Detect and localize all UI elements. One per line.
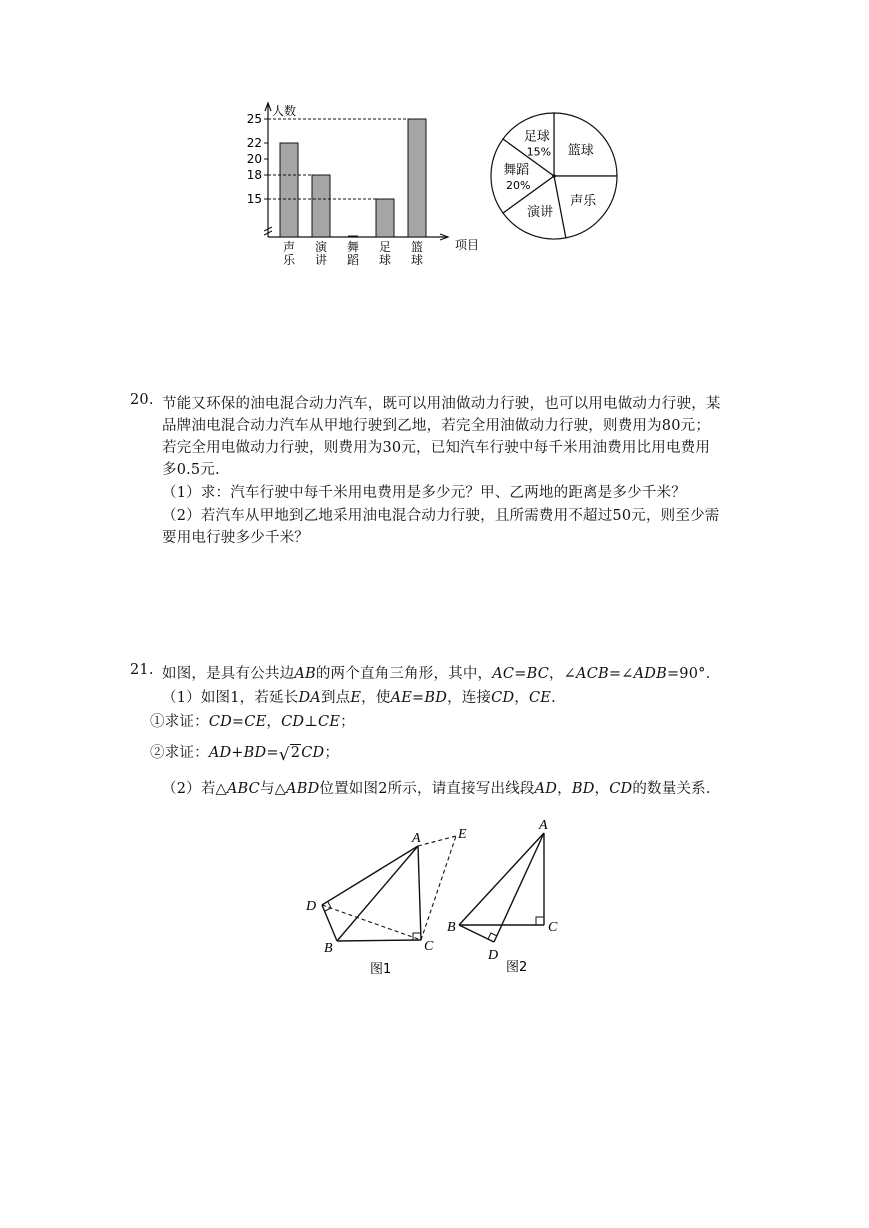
q21-part-1 [162, 686, 556, 707]
fig2-label-b: B [447, 920, 456, 935]
q21-p1-pre: （1）如图1，若延长 [162, 690, 299, 706]
q21-p2-cd: CD [609, 781, 633, 797]
x-tick-label-4-1: 足 [378, 240, 392, 254]
fig2-label-a: A [539, 818, 548, 833]
q21-c1-b: CD⊥CE [281, 714, 341, 730]
q21-p1-da: DA [298, 690, 321, 706]
q21-p1-cond: AE=BD [390, 690, 448, 706]
q21-stem-end: =90°． [666, 666, 721, 682]
q20-line-4: 多0.5元. [162, 462, 220, 478]
fig1-label-b: B [324, 941, 333, 956]
q21-stem-sep: ，∠ [548, 666, 577, 682]
pie-label-3: 演讲 [527, 205, 554, 221]
q20-part-1: （1）求：汽车行驶中每千米用电费用是多少元？甲、乙两地的距离是多少千米？ [162, 485, 686, 501]
q21-stem [162, 662, 720, 683]
x-tick-label-3-1: 舞 [346, 240, 360, 254]
fig1-segment-ab [337, 846, 418, 941]
q21-c2-end: ； [324, 745, 340, 761]
q21-stem-cond2: ACB [576, 666, 609, 682]
pie-label-1: 篮球 [567, 143, 594, 159]
q21-p2-pre: （2）若△ [162, 781, 227, 797]
bar-5 [408, 119, 426, 237]
q21-p2-mid: 与△ [259, 781, 287, 797]
q21-p2-mid2: 位置如图2所示，请直接写出线段 [319, 781, 535, 797]
bar-2 [312, 175, 330, 237]
q21-p1-comma: ， [514, 690, 529, 706]
q21-c2-sqrt: 2 [290, 745, 301, 761]
x-tick-label-3-2: 蹈 [346, 253, 360, 267]
q21-stem-pre: 如图，是具有公共边 [162, 666, 295, 682]
geometry-figure-2 [444, 815, 574, 980]
q21-p1-mid2: ，使 [361, 690, 391, 706]
q21-number: 21. [130, 662, 154, 678]
q21-p1-e: E [350, 690, 362, 706]
x-tick-label-1-1: 声 [282, 240, 296, 254]
y-tick-label-20: 20 [246, 152, 262, 166]
y-tick-label-18: 18 [246, 168, 262, 182]
fig2-label-d: D [488, 948, 499, 963]
q21-p2-abc: ABC [226, 781, 260, 797]
fig1-label-e: E [458, 827, 467, 842]
q20-number: 20. [130, 392, 154, 408]
x-tick-label-5-1: 篮 [410, 240, 424, 254]
pie-label-2: 声乐 [570, 194, 597, 210]
q21-stem-mid: 的两个直角三角形，其中， [315, 666, 493, 682]
q21-p1-end: . [551, 690, 556, 706]
pie-percent-5: 15% [526, 145, 552, 159]
fig1-segment-bc [337, 940, 421, 941]
q20-part-2-line-2: 要用电行驶多少千米？ [162, 530, 309, 546]
x-tick-label-2-2: 讲 [314, 253, 328, 267]
fig2-segment-ab [459, 833, 544, 925]
fig2-label-c: C [548, 920, 558, 935]
q21-p1-ce: CE [529, 690, 552, 706]
x-tick-label-5-2: 球 [410, 253, 424, 267]
x-tick-label-2-1: 演 [314, 240, 328, 254]
q21-part-2 [162, 777, 721, 798]
bar-chart [240, 95, 500, 280]
fig1-segment-da [322, 846, 418, 905]
q21-p2-end: 的数量关系． [632, 781, 721, 797]
y-tick-label-22: 22 [246, 136, 262, 150]
q21-c1-a: CD=CE [208, 714, 267, 730]
x-axis-label: 项目 [455, 238, 480, 252]
q21-p2-c1: ， [557, 781, 572, 797]
q21-p2-bd: BD [571, 781, 595, 797]
bar-4 [376, 199, 394, 237]
fig1-label-c: C [424, 939, 434, 954]
q21-claim-1 [150, 710, 355, 731]
pie-label-5: 足球 [523, 129, 550, 145]
q21-p1-mid1: 到点 [320, 690, 351, 706]
x-tick-label-1-2: 乐 [282, 253, 296, 267]
q21-stem-eq: =∠ [608, 666, 634, 682]
pie-label-4: 舞蹈 [503, 163, 530, 178]
fig1-segment-db [322, 905, 337, 941]
q21-p1-cd: CD [491, 690, 515, 706]
q21-c1-end: ； [340, 714, 355, 730]
fig2-right-angle-c [536, 917, 544, 925]
q21-claim-2 [150, 741, 340, 765]
fig1-caption: 图1 [370, 962, 392, 977]
q21-stem-ab: AB [294, 666, 316, 682]
q21-c1-comma: ， [266, 714, 282, 730]
q20-line-1: 节能又环保的油电混合动力汽车，既可以用油做动力行驶，也可以用电做动力行驶，某 [162, 396, 721, 412]
q21-p2-c2: ， [594, 781, 610, 797]
q20-part-2-line-1: （2）若汽车从甲地到乙地采用油电混合动力行驶，且所需费用不超过50元，则至少需 [162, 508, 720, 524]
pie-percent-4: 20% [505, 179, 531, 192]
q21-c1-pre: ①求证： [150, 714, 209, 730]
fig2-caption: 图2 [506, 960, 528, 975]
y-tick-label-15: 15 [246, 192, 262, 206]
q20-line-2: 品牌油电混合动力汽车从甲地行驶到乙地，若完全用油做动力行驶，则费用为80元； [162, 418, 711, 434]
sqrt-symbol: √ [278, 745, 290, 765]
fig1-label-a: A [412, 831, 421, 846]
q21-c2-a: AD+BD= [208, 745, 279, 761]
fig1-label-d: D [306, 899, 317, 914]
q21-p2-abd: ABD [286, 781, 320, 797]
bar-1 [280, 143, 298, 237]
q21-p2-ad: AD [534, 781, 558, 797]
q21-c2-pre: ②求证： [150, 745, 209, 761]
fig1-segment-dc [322, 905, 421, 940]
pie-center-dot [552, 174, 556, 178]
x-tick-label-4-2: 球 [378, 253, 392, 267]
y-tick-label-25: 25 [246, 112, 262, 126]
q20-line-3: 若完全用电做动力行驶，则费用为30元，已知汽车行驶中每千米用油费用比用电费用 [162, 440, 711, 456]
q21-p1-mid3: ，连接 [447, 690, 492, 706]
fig1-segment-ca [418, 846, 421, 940]
y-axis-label: 人数 [272, 104, 297, 118]
q21-stem-cond1: AC=BC [492, 666, 549, 682]
q21-stem-cond3: ADB [633, 666, 667, 682]
q21-c2-b: CD [301, 745, 325, 761]
fig2-segment-bd [459, 925, 494, 942]
pie-chart [488, 105, 626, 243]
